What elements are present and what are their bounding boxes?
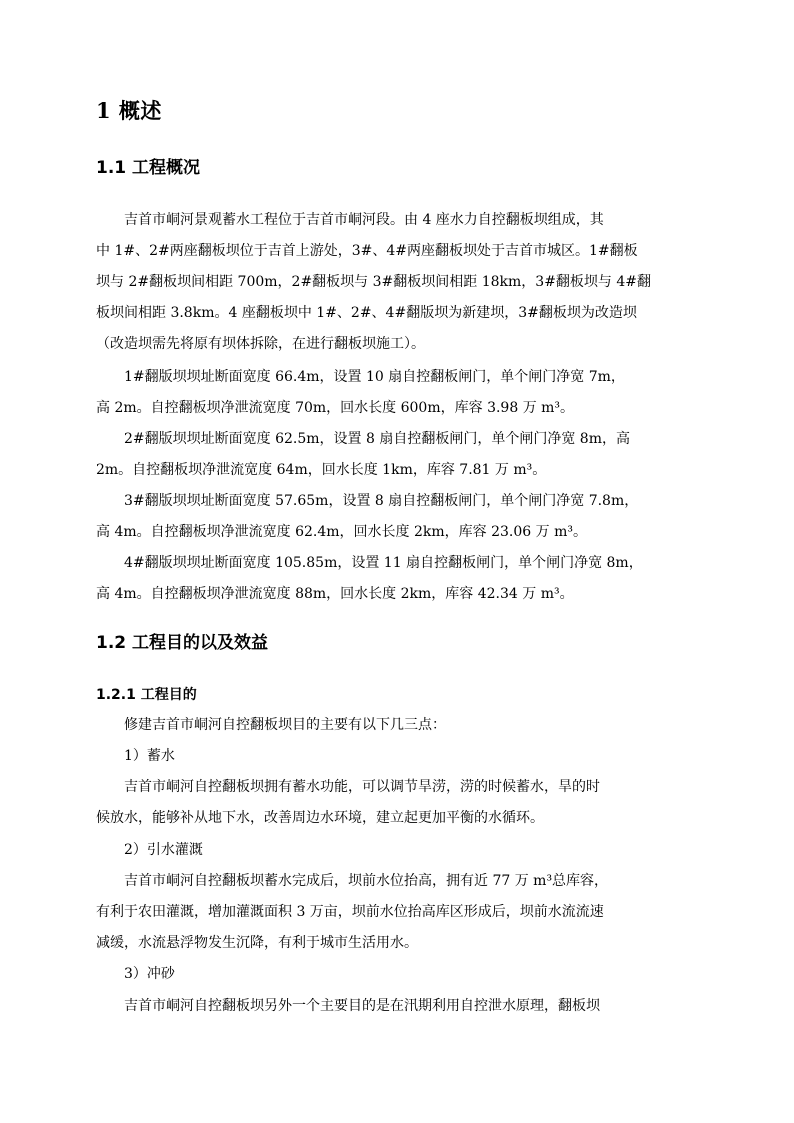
paragraph-line: 板坝间相距 3.8km。4 座翻板坝中 1#、2#、4#翻版坝为新建坝，3#翻板坝为改造坝 [96, 305, 637, 321]
list-item-label: 2）引水灌溉 [124, 842, 203, 858]
paragraph-line: 候放水，能够补从地下水，改善周边水环境，建立起更加平衡的水循环。 [96, 810, 544, 826]
list-item-label: 1）蓄水 [124, 748, 175, 764]
paragraph-line: 4#翻版坝坝址断面宽度 105.85m，设置 11 扇自控翻板闸门，单个闸门净宽 8m， [124, 555, 643, 571]
paragraph-line: 吉首市峒河自控翻板坝拥有蓄水功能，可以调节旱涝，涝的时候蓄水，旱的时 [124, 779, 600, 795]
paragraph-line: 高 4m。自控翻板坝净泄流宽度 88m，回水长度 2km，库容 42.34 万 m³。 [96, 586, 574, 602]
paragraph-line: 高 4m。自控翻板坝净泄流宽度 62.4m，回水长度 2km，库容 23.06 万 m³。 [96, 524, 587, 540]
paragraph-line: 吉首市峒河自控翻板坝蓄水完成后，坝前水位抬高，拥有近 77 万 m³总库容， [124, 873, 609, 889]
heading-project-purpose-benefits: 1.2 工程目的以及效益 [96, 633, 269, 653]
paragraph-line: 吉首市峒河景观蓄水工程位于吉首市峒河段。由 4 座水力自控翻板坝组成，其 [124, 212, 604, 228]
list-item-label: 3）冲砂 [124, 966, 175, 982]
heading-project-overview: 1.1 工程概况 [96, 158, 201, 178]
paragraph-line: （改造坝需先将原有坝体拆除，在进行翻板坝施工）。 [96, 336, 425, 352]
paragraph-line: 2#翻版坝坝址断面宽度 62.5m，设置 8 扇自控翻板闸门，单个闸门净宽 8m，高 [124, 431, 630, 447]
paragraph-line: 1#翻版坝坝址断面宽度 66.4m，设置 10 扇自控翻板闸门，单个闸门净宽 7m， [124, 369, 625, 385]
paragraph-line: 3#翻版坝坝址断面宽度 57.65m，设置 8 扇自控翻板闸门，单个闸门净宽 7.8m， [124, 493, 639, 509]
paragraph-line: 中 1#、2#两座翻板坝位于吉首上游处，3#、4#两座翻板坝处于吉首市城区。1#翻板 [96, 243, 638, 259]
heading-project-purpose: 1.2.1 工程目的 [96, 687, 197, 703]
paragraph-line: 吉首市峒河自控翻板坝另外一个主要目的是在汛期利用自控泄水原理，翻板坝 [124, 998, 600, 1014]
paragraph-line: 修建吉首市峒河自控翻板坝目的主要有以下几三点： [124, 717, 446, 733]
paragraph-line: 减缓，水流悬浮物发生沉降，有利于城市生活用水。 [96, 935, 418, 951]
paragraph-line: 2m。自控翻板坝净泄流宽度 64m，回水长度 1km，库容 7.81 万 m³。 [96, 462, 547, 478]
heading-overview: 1 概述 [96, 98, 162, 123]
paragraph-line: 有利于农田灌溉，增加灌溉面积 3 万亩，坝前水位抬高库区形成后，坝前水流流速 [96, 904, 604, 920]
paragraph-line: 坝与 2#翻板坝间相距 700m，2#翻板坝与 3#翻板坝间相距 18km，3#翻板坝与 4#翻 [96, 274, 652, 290]
paragraph-line: 高 2m。自控翻板坝净泄流宽度 70m，回水长度 600m，库容 3.98 万 m³。 [96, 400, 575, 416]
